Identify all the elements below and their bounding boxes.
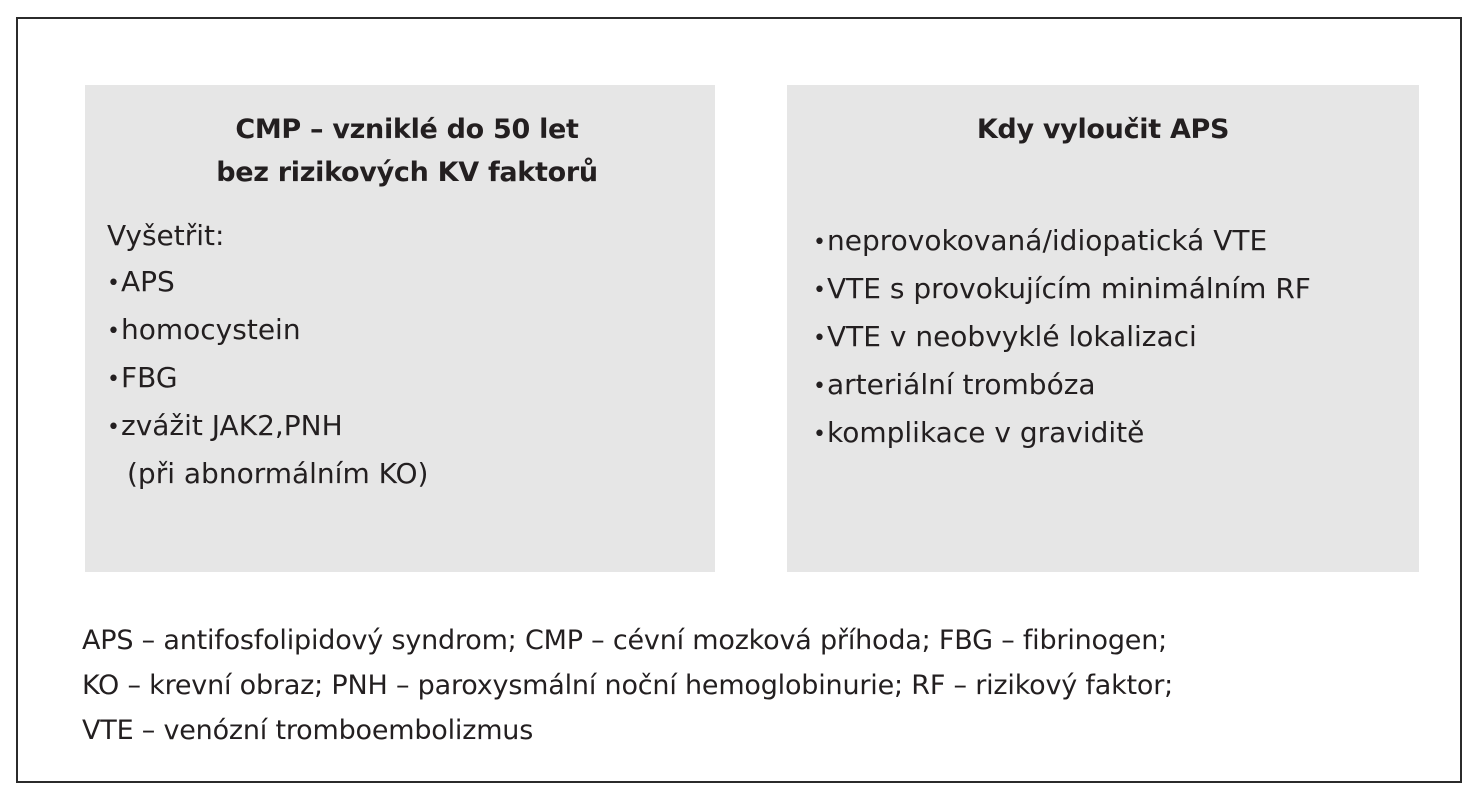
list-item-text: APS <box>121 265 175 298</box>
aps-exclusion-list <box>787 218 1419 458</box>
aps-exclusion-title: Kdy vyloučit APS <box>976 114 1230 145</box>
list-item <box>107 259 715 307</box>
list-item <box>813 218 1419 266</box>
stroke-workup-title <box>85 85 715 194</box>
list-item <box>107 355 715 403</box>
stroke-workup-title-line-2: bez rizikových KV faktorů <box>216 157 598 188</box>
list-item-text: FBG <box>121 361 178 394</box>
list-item <box>813 362 1419 410</box>
list-item <box>107 307 715 355</box>
list-item-text: neprovokovaná/idiopatická VTE <box>827 224 1268 257</box>
stroke-workup-box <box>85 85 715 572</box>
figure-frame <box>16 17 1462 783</box>
bullet-icon: • <box>107 319 120 344</box>
list-item-text: VTE s provokujícím minimálním RF <box>827 272 1311 305</box>
abbreviations-line: KO – krevní obraz; PNH – paroxysmální noční hemoglobinurie; RF – rizikový faktor; <box>82 670 1174 701</box>
bullet-icon: • <box>813 422 826 447</box>
stroke-workup-lead: Vyšetřit: <box>107 219 225 252</box>
bullet-icon: • <box>813 374 826 399</box>
abbreviations-line: VTE – venózní tromboembolizmus <box>82 715 534 746</box>
bullet-icon: • <box>107 271 120 296</box>
list-item <box>107 403 715 451</box>
bullet-icon: • <box>813 326 826 351</box>
list-item <box>813 266 1419 314</box>
bullet-icon: • <box>813 278 826 303</box>
list-item <box>813 314 1419 362</box>
list-item-text: arteriální trombóza <box>827 368 1096 401</box>
list-item-text: VTE v neobvyklé lokalizaci <box>827 320 1197 353</box>
list-item-text: homocystein <box>121 313 301 346</box>
bullet-icon: • <box>107 415 120 440</box>
list-item-text: zvážit JAK2,PNH <box>121 409 343 442</box>
bullet-icon: • <box>813 230 826 255</box>
bullet-icon: • <box>107 367 120 392</box>
abbreviations-line: APS – antifosfolipidový syndrom; CMP – cévní mozková příhoda; FBG – fibrinogen; <box>82 625 1168 656</box>
aps-exclusion-box <box>787 85 1419 572</box>
stroke-workup-list <box>85 259 715 497</box>
abbreviations-note <box>82 618 1422 753</box>
stroke-workup-title-line-1: CMP – vzniklé do 50 let <box>235 114 579 145</box>
list-item-continuation: (při abnormálním KO) <box>127 457 429 490</box>
list-item-text: komplikace v graviditě <box>827 416 1145 449</box>
list-item <box>813 410 1419 458</box>
